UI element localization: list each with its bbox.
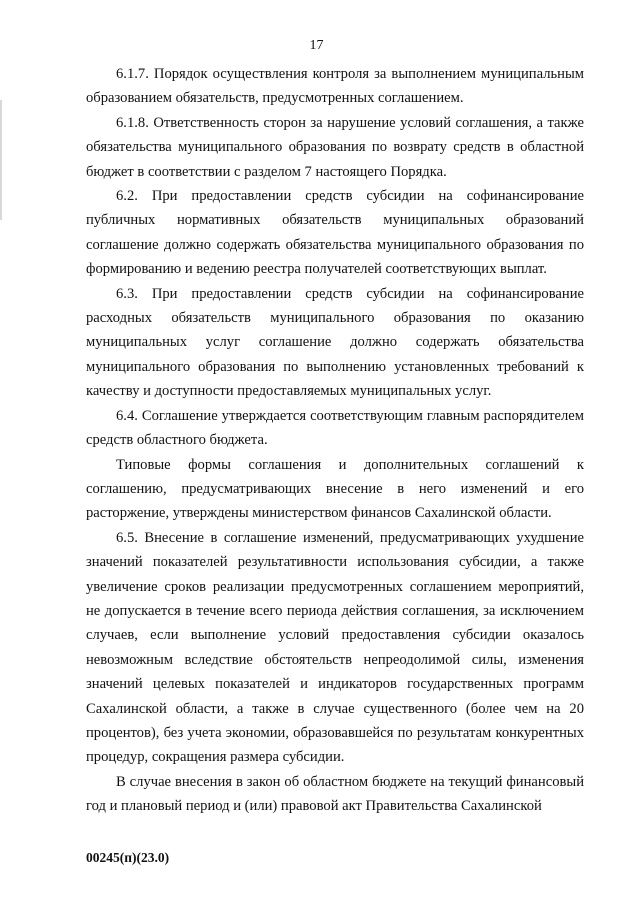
page-number: 17 bbox=[309, 38, 324, 53]
paragraph-6-4: 6.4. Соглашение утверждается соответствующим главным распорядителем средств областного бюджета. bbox=[86, 407, 584, 449]
paragraph-6-1-8: 6.1.8. Ответственность сторон за нарушение условий соглашения, а также обязательства муниципального образования по возврату средств в областной бюджет в соответствии с разделом 7 настоящего Порядка. bbox=[86, 114, 584, 180]
document-body bbox=[86, 62, 584, 819]
paragraph-budget-changes: В случае внесения в закон об областном бюджете на текущий финансовый год и плановый период и (или) правовой акт Правительства Сахалинской bbox=[86, 773, 584, 815]
paragraph-6-5: 6.5. Внесение в соглашение изменений, предусматривающих ухудшение значений показателей результативности использования субсидии, а также увеличение сроков реализации предусмотренных соглашением мероприятий, не допускается в течение всего периода действия соглашения, за исключением случаев, если выполнение условий предоставления субсидии оказалось невозможным вследствие обстоятельств непреодолимой силы, изменения значений целевых показателей и индикаторов государственных программ Сахалинской области, а также в случае существенного (более чем на 20 процентов), без учета экономии, образовавшейся по результатам конкурентных процедур, сокращения размера субсидии. bbox=[86, 529, 584, 766]
paragraph-6-1-7: 6.1.7. Порядок осуществления контроля за выполнением муниципальным образованием обязательств, предусмотренных соглашением. bbox=[86, 66, 584, 107]
paragraph-6-2: 6.2. При предоставлении средств субсидии на софинансирование публичных нормативных обязательств муниципальных образований соглашение должно содержать обязательства муниципального образования по формированию и ведению реестра получателей соответствующих выплат. bbox=[86, 188, 584, 278]
paragraph-typical-forms: Типовые формы соглашения и дополнительных соглашений к соглашению, предусматривающих внесение в него изменений и его расторжение, утверждены министерством финансов Сахалинской области. bbox=[86, 456, 584, 522]
paragraph-6-3: 6.3. При предоставлении средств субсидии на софинансирование расходных обязательств муниципального образования по оказанию муниципальных услуг соглашение должно содержать обязательства муниципального образования по выполнению установленных требований к качеству и доступности предоставляемых муниципальных услуг. bbox=[86, 285, 584, 400]
scan-edge-mark bbox=[0, 100, 2, 220]
document-code: 00245(п)(23.0) bbox=[86, 850, 170, 865]
